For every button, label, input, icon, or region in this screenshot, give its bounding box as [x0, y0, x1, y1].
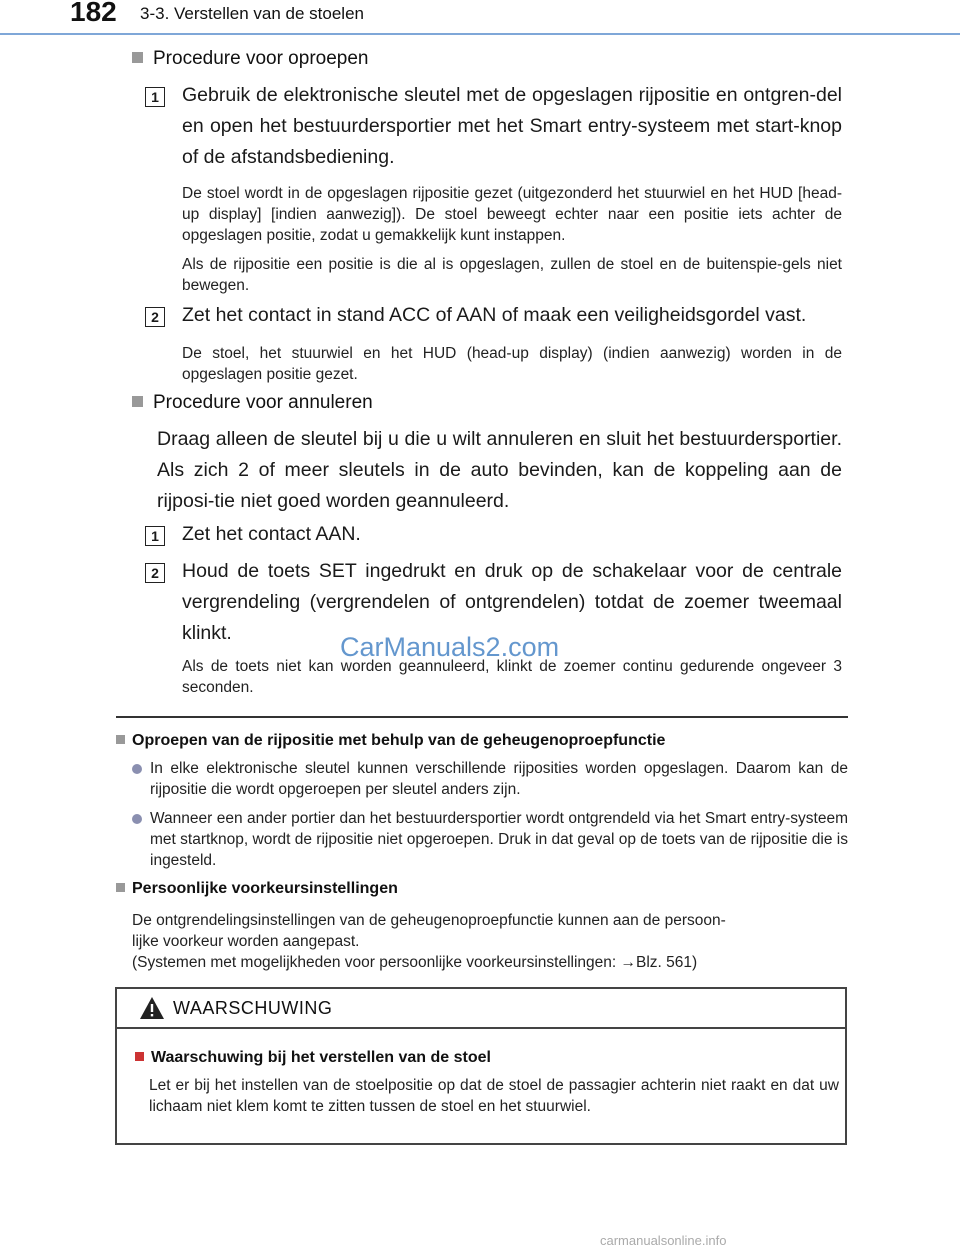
- recall-step-1-text: Gebruik de elektronische sleutel met de opgeslagen rijpositie en ontgren-del en open het bestuurdersportier met het Smart entry-systeem met start-knop of de afstandsbediening.: [182, 84, 842, 168]
- info-recall-bullet-1: In elke elektronische sleutel kunnen verschillende rijposities worden opgeslagen. Daarom kan de rijpositie die wordt opgeroepen per sleutel anders zijn.: [150, 760, 848, 798]
- warning-triangle-icon: [139, 996, 165, 1020]
- recall-procedure-heading-text: Procedure voor oproepen: [153, 48, 369, 69]
- square-bullet-icon: [116, 883, 125, 892]
- cancel-intro-text: Draag alleen de sleutel bij u die u wilt annuleren en sluit het bestuurdersportier. Als zich 2 of meer sleutels in de auto bevinden, kan de koppeling aan de rijposi-tie niet goed worden geannuleerd.: [157, 428, 842, 512]
- warning-text: Let er bij het instellen van de stoelpositie op dat de stoel de passagier achterin niet raakt en dat uw lichaam niet klem komt te zitten tussen de stoel en het stuurwiel.: [149, 1077, 839, 1115]
- recall-procedure-heading: [132, 48, 368, 70]
- footer-watermark: carmanualsonline.info: [600, 1233, 727, 1248]
- recall-step-1-note-2: Als de rijpositie een positie is die al is opgeslagen, zullen de stoel en de buitenspie-gels niet bewegen.: [182, 256, 842, 294]
- info-personal-heading-text: Persoonlijke voorkeursinstellingen: [132, 880, 398, 897]
- info-recall-heading: [116, 732, 665, 750]
- cancel-procedure-heading: [132, 392, 373, 414]
- watermark-text: CarManuals2.com: [340, 632, 560, 662]
- warning-box: [115, 987, 847, 1145]
- step-number-1: 1: [145, 526, 165, 546]
- info-personal-line-2: lijke voorkeur worden aangepast.: [132, 933, 360, 950]
- warning-title: WAARSCHUWING: [173, 998, 333, 1018]
- warning-heading-text: Waarschuwing bij het verstellen van de stoel: [151, 1049, 491, 1066]
- step-number-2: 2: [145, 307, 165, 327]
- cancel-procedure-heading-text: Procedure voor annuleren: [153, 392, 373, 413]
- header-divider: [0, 33, 960, 35]
- cancel-step-2-note: Als de toets niet kan worden geannuleerd, klinkt de zoemer continu gedurende ongeveer 3 seconden.: [182, 658, 842, 696]
- square-bullet-icon: [132, 396, 143, 407]
- info-recall-heading-text: Oproepen van de rijpositie met behulp van de geheugenoproepfunctie: [132, 732, 666, 749]
- info-personal-line-1: De ontgrendelingsinstellingen van de geheugenoproepfunctie kunnen aan de persoon-: [132, 912, 726, 929]
- recall-step-1-note-1: De stoel wordt in de opgeslagen rijpositie gezet (uitgezonderd het stuurwiel en het HUD [head-up display] [indien aanwezig]). De stoel beweegt echter naar een positie iets achter de opgeslagen positie, zodat u gemakkelijk kunt instappen.: [182, 185, 842, 244]
- bullet-dot-icon: [132, 764, 142, 774]
- square-bullet-icon: [116, 735, 125, 744]
- step-number-1: 1: [145, 87, 165, 107]
- bullet-dot-icon: [132, 814, 142, 824]
- info-personal-line-3: (Systemen met mogelijkheden voor persoonlijke voorkeursinstellingen: →Blz. 561): [132, 954, 698, 971]
- step-number-2: 2: [145, 563, 165, 583]
- info-personal-text: [132, 910, 848, 973]
- warning-heading: [135, 1049, 491, 1067]
- section-title: 3-3. Verstellen van de stoelen: [140, 4, 364, 23]
- cancel-step-2-text: Houd de toets SET ingedrukt en druk op de schakelaar voor de centrale vergrendeling (vergrendelen of ontgrendelen) totdat de zoemer tweemaal klinkt.: [182, 560, 842, 644]
- cancel-step-1-text: Zet het contact AAN.: [182, 523, 361, 545]
- square-bullet-icon: [135, 1052, 144, 1061]
- info-personal-heading: [116, 880, 398, 898]
- recall-step-2-text: Zet het contact in stand ACC of AAN of maak een veiligheidsgordel vast.: [182, 304, 807, 326]
- info-recall-bullet-2: Wanneer een ander portier dan het bestuurdersportier wordt ontgrendeld via het Smart entry-systeem met startknop, wordt de rijpositie niet opgeroepen. Druk in dat geval op de toets van de rijpositie die is ingesteld.: [150, 810, 848, 869]
- page-number: 182: [70, 0, 117, 27]
- square-bullet-icon: [132, 52, 143, 63]
- warning-header: [117, 989, 845, 1029]
- section-divider: [116, 716, 848, 718]
- recall-step-2-note: De stoel, het stuurwiel en het HUD (head-up display) (indien aanwezig) worden in de opgeslagen positie gezet.: [182, 345, 842, 383]
